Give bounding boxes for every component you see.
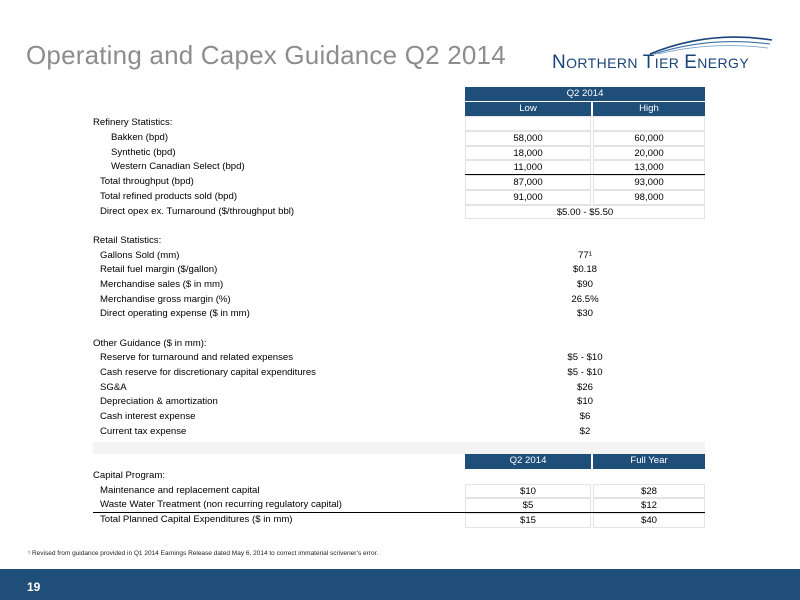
company-logo bbox=[552, 34, 774, 74]
page-title: Operating and Capex Guidance Q2 2014 bbox=[26, 40, 506, 70]
table-row-total: Total Planned Capital Expenditures ($ in mm) $15 $40 bbox=[93, 513, 705, 528]
logo-wordmark: NORTHERN TIER ENERGY bbox=[552, 52, 750, 73]
table-row: Western Canadian Select (bpd) 11,000 13,000 bbox=[93, 160, 705, 175]
period-header: Q2 2014 bbox=[465, 87, 705, 102]
table-row: Merchandise gross margin (%) 26.5% bbox=[100, 293, 599, 305]
section-heading-retail: Retail Statistics: bbox=[93, 234, 162, 246]
capital-header-row bbox=[93, 454, 705, 469]
table-header-period bbox=[93, 87, 705, 102]
table-header-range bbox=[93, 102, 705, 117]
full-year-header: Full Year bbox=[593, 454, 705, 469]
table-row: Depreciation & amortization $10 bbox=[100, 396, 593, 408]
table-row: Direct opex ex. Turnaround ($/throughput bbl) $5.00 - $5.50 bbox=[93, 205, 705, 220]
table-row: Direct operating expense ($ in mm) $30 bbox=[100, 308, 593, 320]
guidance-table bbox=[93, 87, 705, 528]
table-row: SG&A $26 bbox=[100, 381, 593, 393]
spacer-row bbox=[93, 322, 705, 337]
table-row: Merchandise sales ($ in mm) $90 bbox=[100, 278, 593, 290]
section-heading-capital: Capital Program: bbox=[93, 469, 165, 481]
high-header: High bbox=[593, 102, 705, 117]
footnote: ¹ Revised from guidance provided in Q1 2014 Earnings Release dated May 6, 2014 to correct immaterial scrivener’s error. bbox=[28, 550, 379, 557]
section-heading-other: Other Guidance ($ in mm): bbox=[93, 337, 207, 349]
table-row: Gallons Sold (mm) 77¹ bbox=[100, 249, 592, 261]
table-row: Cash interest expense $6 bbox=[100, 411, 591, 423]
table-row: Total throughput (bpd) 87,000 93,000 bbox=[93, 175, 705, 190]
page-number: 19 bbox=[27, 580, 41, 594]
spacer-row bbox=[93, 219, 705, 234]
low-header: Low bbox=[465, 102, 591, 117]
spacer-row bbox=[93, 440, 705, 455]
q2-2014-header: Q2 2014 bbox=[465, 454, 591, 469]
table-row: Maintenance and replacement capital $10 $28 bbox=[93, 484, 705, 499]
table-row: Reserve for turnaround and related expenses $5 - $10 bbox=[100, 352, 603, 364]
table-row: Current tax expense $2 bbox=[100, 425, 591, 437]
table-row: Retail fuel margin ($/gallon) $0.18 bbox=[100, 264, 597, 276]
table-row: Bakken (bpd) 58,000 60,000 bbox=[93, 131, 705, 146]
table-row: Synthetic (bpd) 18,000 20,000 bbox=[93, 146, 705, 161]
section-heading-refinery: Refinery Statistics: bbox=[93, 116, 705, 131]
footer-bar bbox=[0, 569, 800, 600]
table-row: Cash reserve for discretionary capital expenditures $5 - $10 bbox=[100, 367, 603, 379]
table-row: Waste Water Treatment (non recurring regulatory capital) $5 $12 bbox=[93, 498, 705, 513]
table-row: Total refined products sold (bpd) 91,000 98,000 bbox=[93, 190, 705, 205]
